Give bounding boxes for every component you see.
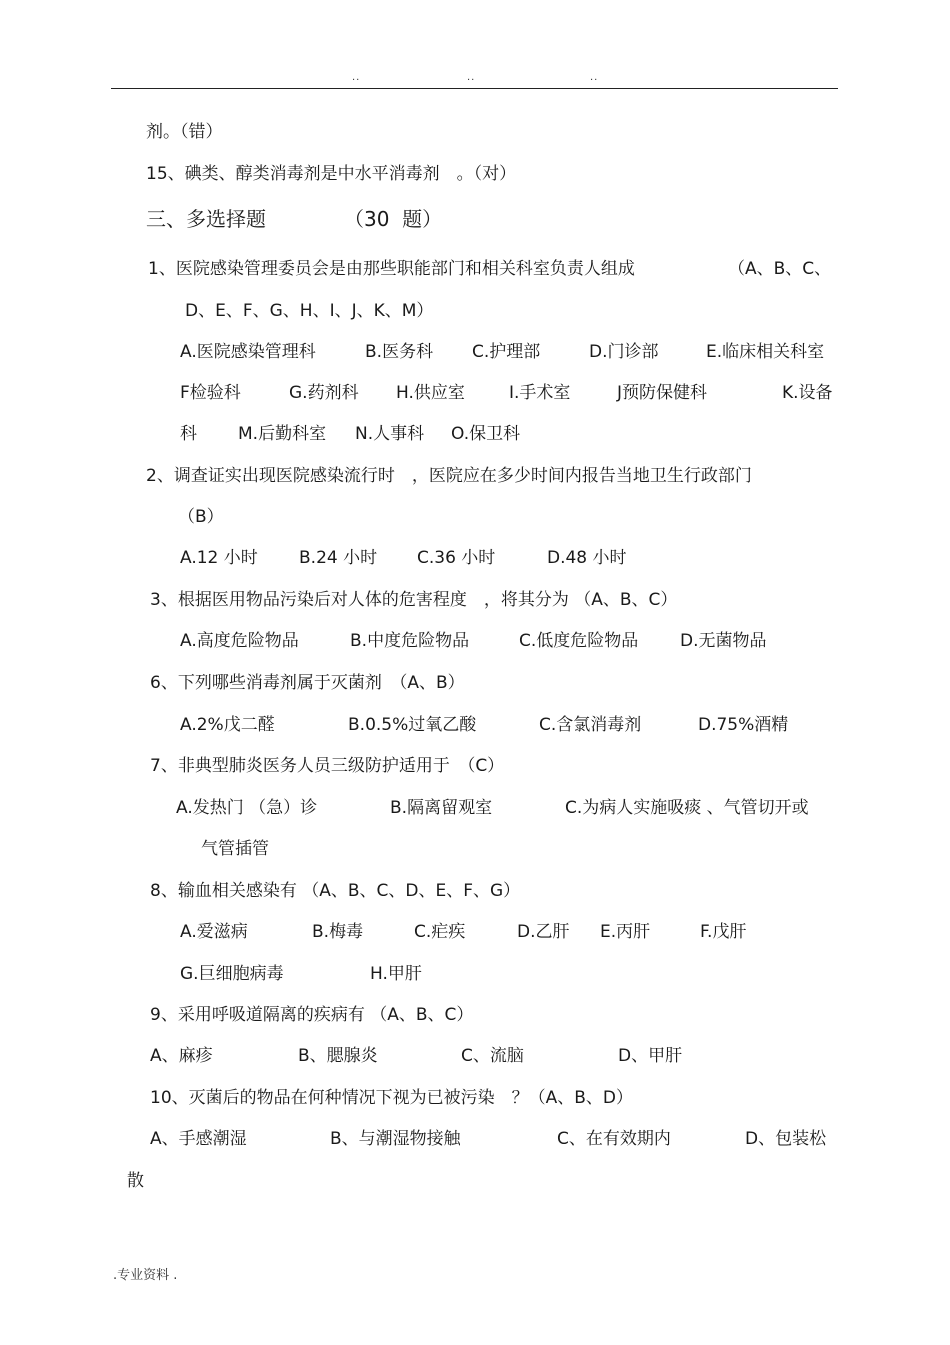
section-heading: 三、多选择题 <box>146 207 266 231</box>
option: B、腮腺炎 <box>298 1046 378 1066</box>
question-2-answer: （B） <box>178 507 224 527</box>
option: D.门诊部 <box>589 342 659 362</box>
option: C.护理部 <box>472 342 541 362</box>
option: D、甲肝 <box>618 1046 683 1066</box>
option: N.人事科 <box>355 424 425 444</box>
question-8: 8、输血相关感染有 （A、B、C、D、E、F、G） <box>150 881 521 901</box>
option: F.戊肝 <box>700 922 747 942</box>
option: A、麻疹 <box>150 1046 213 1066</box>
option: A.医院感染管理科 <box>180 342 316 362</box>
header-dots-3: .. <box>590 72 599 83</box>
option: E.临床相关科室 <box>706 342 825 362</box>
header-dots-2: .. <box>467 72 476 83</box>
option: D.75%酒精 <box>698 715 789 735</box>
option: A.12 小时 <box>180 548 258 568</box>
section-count: （30 题） <box>344 207 443 231</box>
option: E.丙肝 <box>600 922 651 942</box>
option: J预防保健科 <box>617 383 708 403</box>
page-footer: .专业资料 . <box>113 1268 178 1283</box>
option: K.设备 <box>782 383 833 403</box>
option: B.0.5%过氧乙酸 <box>348 715 477 735</box>
question-3: 3、根据医用物品污染后对人体的危害程度 ，将其分为 （A、B、C） <box>150 590 678 610</box>
option: B、与潮湿物接触 <box>330 1129 461 1149</box>
option: A、手感潮湿 <box>150 1129 247 1149</box>
option: C.低度危险物品 <box>519 631 639 651</box>
question-7: 7、非典型肺炎医务人员三级防护适用于 （C） <box>150 756 505 776</box>
option: C.为病人实施吸痰 、气管切开或 <box>565 798 809 818</box>
text-line: 剂。（错） <box>146 122 223 142</box>
option: M.后勤科室 <box>238 424 327 444</box>
question-10: 10、灭菌后的物品在何种情况下视为已被污染 ？（A、B、D） <box>150 1088 634 1108</box>
option: 科 <box>180 424 197 444</box>
option-cont: 气管插管 <box>201 839 269 859</box>
option: B.24 小时 <box>299 548 378 568</box>
header-dots-1: .. <box>352 72 361 83</box>
question-1-answer: （A、B、C、 <box>728 259 832 279</box>
question-15: 15、碘类、醇类消毒剂是中水平消毒剂 。（对） <box>146 164 517 184</box>
option: D.无菌物品 <box>680 631 767 651</box>
option: F检验科 <box>180 383 241 403</box>
option: I.手术室 <box>509 383 571 403</box>
question-1-answer-cont: D、E、F、G、H、I、J、K、M） <box>185 301 434 321</box>
option: D、包装松 <box>745 1129 827 1149</box>
option: A.2%戊二醛 <box>180 715 275 735</box>
option: C.36 小时 <box>417 548 496 568</box>
option: H.供应室 <box>396 383 465 403</box>
option: B.隔离留观室 <box>390 798 493 818</box>
question-1: 1、医院感染管理委员会是由那些职能部门和相关科室负责人组成 <box>148 259 635 279</box>
option: A.爱滋病 <box>180 922 248 942</box>
option: H.甲肝 <box>370 964 422 984</box>
option: A.高度危险物品 <box>180 631 299 651</box>
option: A.发热门 （急）诊 <box>176 798 318 818</box>
question-9: 9、采用呼吸道隔离的疾病有 （A、B、C） <box>150 1005 474 1025</box>
option: O.保卫科 <box>451 424 521 444</box>
option: C.含氯消毒剂 <box>539 715 642 735</box>
option: C、流脑 <box>461 1046 524 1066</box>
question-2: 2、调查证实出现医院感染流行时 ，医院应在多少时间内报告当地卫生行政部门 <box>146 466 752 486</box>
option: B.医务科 <box>365 342 434 362</box>
option-cont: 散 <box>127 1171 144 1191</box>
option: C、在有效期内 <box>557 1129 671 1149</box>
option: B.梅毒 <box>312 922 364 942</box>
option: G.巨细胞病毒 <box>180 964 284 984</box>
question-6: 6、下列哪些消毒剂属于灭菌剂 （A、B） <box>150 673 465 693</box>
header-rule <box>111 88 838 89</box>
option: D.乙肝 <box>517 922 570 942</box>
option: C.疟疾 <box>414 922 466 942</box>
option: D.48 小时 <box>547 548 627 568</box>
option: G.药剂科 <box>289 383 359 403</box>
option: B.中度危险物品 <box>350 631 470 651</box>
